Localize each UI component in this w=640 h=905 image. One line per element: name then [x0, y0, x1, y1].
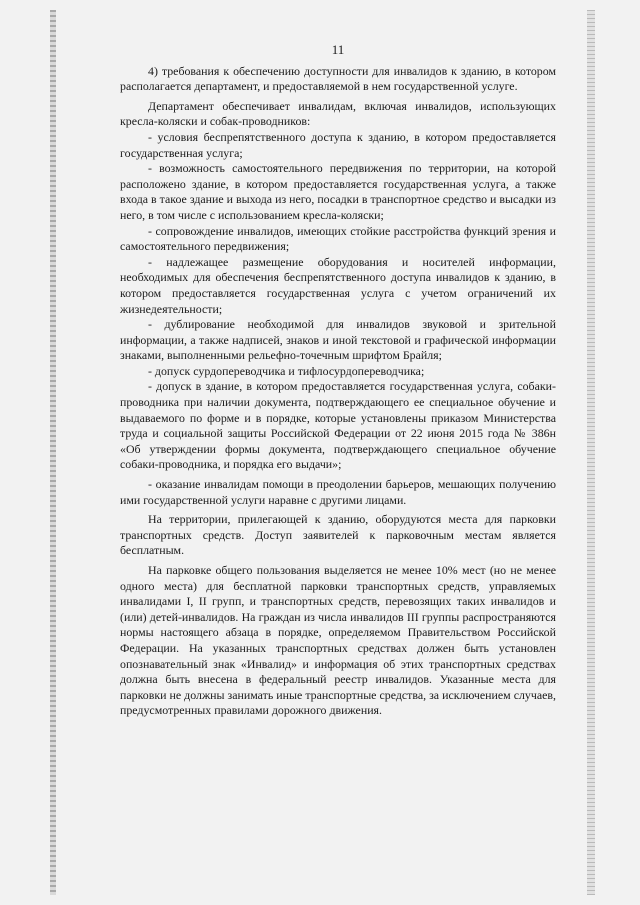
list-item-independent-movement: - возможность самостоятельного передвижения по территории, на которой расположено здание, в котором предоставляется государственная услуга, а также входа в такое здание и выхода из него, посадки в транспортное средство и высадки из него, в том числе с использованием кресла-коляски; [120, 161, 556, 222]
document-page [120, 42, 556, 719]
paragraph-public-parking: На парковке общего пользования выделяется не менее 10% мест (но не менее одного места) для бесплатной парковки транспортных средств, управляемых инвалидами I, II групп, и транспортных средств, перевозящих таких инвалидов и (или) детей-инвалидов. На граждан из числа инвалидов III группы распространяются нормы настоящего абзаца в порядке, определяемом Правительством Российской Федерации. На указанных транспортных средствах должен быть установлен опознавательный знак «Инвалид» и информация об этих транспортных средствах должна быть внесена в федеральный реестр инвалидов. Указанные места для парковки не должны занимать иные транспортные средства, за исключением случаев, предусмотренных правилами дорожного движения. [120, 563, 556, 718]
paragraph-department-provides: Департамент обеспечивает инвалидам, включая инвалидов, использующих кресла-коляски и собак-проводников: [120, 98, 556, 129]
list-item-escort: - сопровождение инвалидов, имеющих стойкие расстройства функций зрения и самостоятельного передвижения; [120, 223, 556, 254]
list-item-guide-dog: - допуск в здание, в котором предоставляется государственная услуга, собаки-проводника при наличии документа, подтверждающего ее специальное обучение и выдаваемого по форме и в порядке, которые установлены приказом Министерства труда и социальной защиты Российской Федерации от 22 июня 2015 года № 386н «Об утверждении формы документа, подтверждающего специальное обучение собаки-проводника, и порядка его выдачи»; [120, 379, 556, 472]
list-item-information-duplication: - дублирование необходимой для инвалидов звуковой и зрительной информации, а также надписей, знаков и иной текстовой и графической информации знаками, выполненными рельефно-точечным шрифтом Брайля; [120, 317, 556, 363]
list-item-barrier-assistance: - оказание инвалидам помощи в преодолении барьеров, мешающих получению ими государственной услуги наравне с другими лицами. [120, 477, 556, 507]
page-number: 11 [331, 42, 345, 57]
list-item-sign-interpreter: - допуск сурдопереводчика и тифлосурдопереводчика; [148, 363, 425, 378]
scan-edge-right [587, 10, 595, 895]
scan-edge-left [50, 10, 56, 895]
paragraph-accessibility-requirements: 4) требования к обеспечению доступности для инвалидов к зданию, в котором располагается департамент, и предоставляемой в нем государственной услуге. [120, 63, 556, 94]
list-item-access-conditions: - условия беспрепятственного доступа к зданию, в котором предоставляется государственная услуга; [120, 129, 556, 160]
paragraph-parking-territory: На территории, прилегающей к зданию, оборудуются места для парковки транспортных средств. Доступ заявителей к парковочным местам является бесплатным. [120, 512, 556, 558]
list-item-equipment-placement: - надлежащее размещение оборудования и носителей информации, необходимых для обеспечения беспрепятственного доступа инвалидов к зданию, в котором предоставляется государственная услуга с учетом ограничений их жизнедеятельности; [120, 254, 556, 316]
